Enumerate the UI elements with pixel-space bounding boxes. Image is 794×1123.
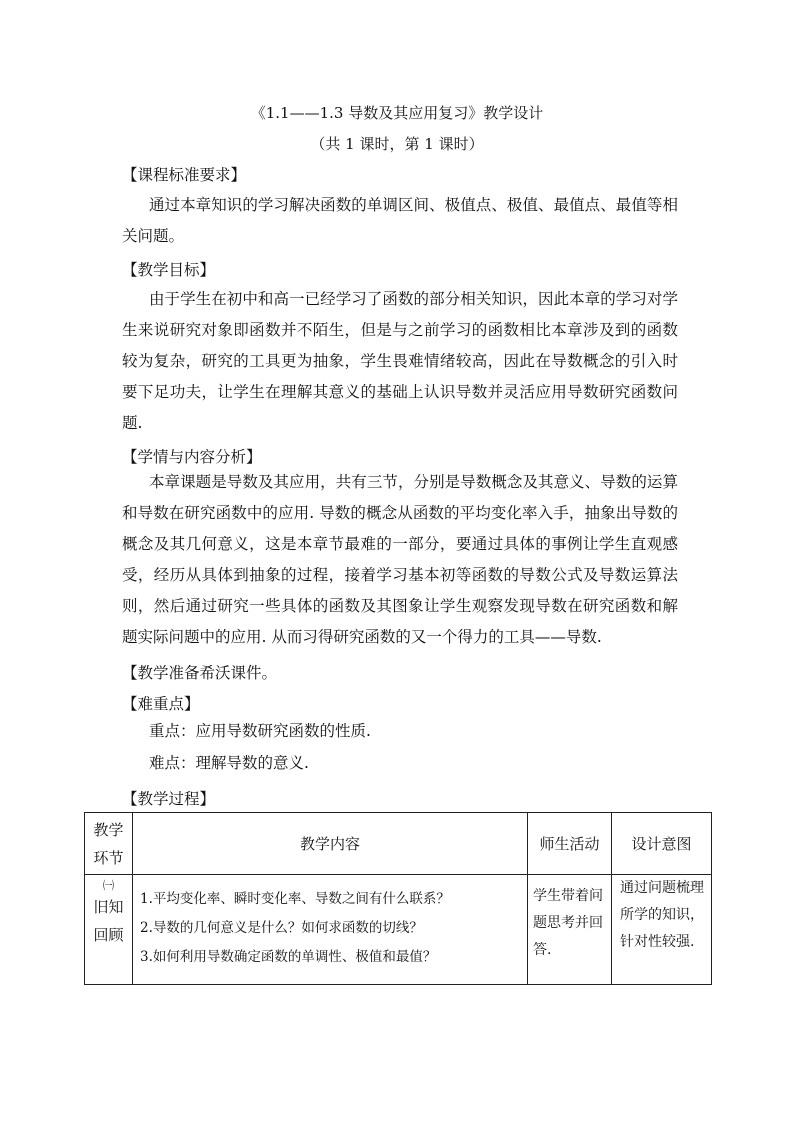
- document-title: 《1.1——1.3 导数及其应用复习》教学设计: [250, 104, 544, 122]
- table-header-row: [85, 813, 712, 875]
- content-cell: [133, 875, 528, 985]
- section-heading-process: 【教学过程】: [122, 790, 216, 808]
- document-subtitle: （共 1 课时，第 1 课时）: [310, 135, 484, 153]
- stage-number: ㈠: [103, 879, 114, 892]
- content-question-2: 2.导数的几何意义是什么？如何求函数的切线？: [140, 920, 423, 936]
- header-intent: 设计意图: [612, 813, 712, 875]
- intent-cell: 通过问题梳理所学的知识，针对性较强.: [612, 875, 712, 985]
- stage-name: 旧知回顾: [93, 898, 124, 944]
- difficult-point-text: 难点：理解导数的意义.: [149, 754, 309, 772]
- header-activity: 师生活动: [528, 813, 612, 875]
- section-text-analysis: 本章课题是导数及其应用，共有三节，分别是导数概念及其意义、导数的运算和导数在研究函数中的应用. 导数的概念从函数的平均变化率入手，抽象出导数的概念及其几何意义，这是本章节最难的一部分，要通过具体的事例让学生直观感受，经历从具体到抽象的过程，接着学习基本初等函数的导数公式及导数运算法则，然后通过研究一些具体的函数及其图象让学生观察发现导数在研究函数和解题实际问题中的应用. 从而习得研究函数的又一个得力的工具——导数.: [122, 473, 678, 646]
- table-row: [85, 875, 712, 985]
- section-heading-keypoints: 【难重点】: [122, 695, 200, 713]
- header-stage: 教学环节: [85, 813, 133, 875]
- section-text-standard: 通过本章知识的学习解决函数的单调区间、极值点、极值、最值点、最值等相关问题。: [122, 196, 678, 245]
- section-heading-standard: 【课程标准要求】: [122, 166, 247, 184]
- header-content: 教学内容: [133, 813, 528, 875]
- content-question-3: 3.如何利用导数确定函数的单调性、极值和最值？: [140, 949, 437, 965]
- section-heading-goals: 【教学目标】: [122, 261, 216, 279]
- stage-cell: [85, 875, 133, 985]
- section-heading-prep: 【教学准备希沃课件。: [122, 664, 278, 682]
- section-text-goals: 由于学生在初中和高一已经学习了函数的部分相关知识，因此本章的学习对学生来说研究对象即函数并不陌生，但是与之前学习的函数相比本章涉及到的函数较为复杂，研究的工具更为抽象，学生畏难情绪较高，因此在导数概念的引入时要下足功夫，让学生在理解其意义的基础上认识导数并灵活应用导数研究函数问题.: [122, 290, 678, 432]
- content-question-1: 1.平均变化率、瞬时变化率、导数之间有什么联系？: [140, 891, 450, 907]
- activity-cell: 学生带着问题思考并回答.: [528, 875, 612, 985]
- key-point-text: 重点：应用导数研究函数的性质.: [149, 722, 371, 740]
- section-heading-analysis: 【学情与内容分析】: [122, 448, 262, 466]
- teaching-process-table: [84, 812, 712, 985]
